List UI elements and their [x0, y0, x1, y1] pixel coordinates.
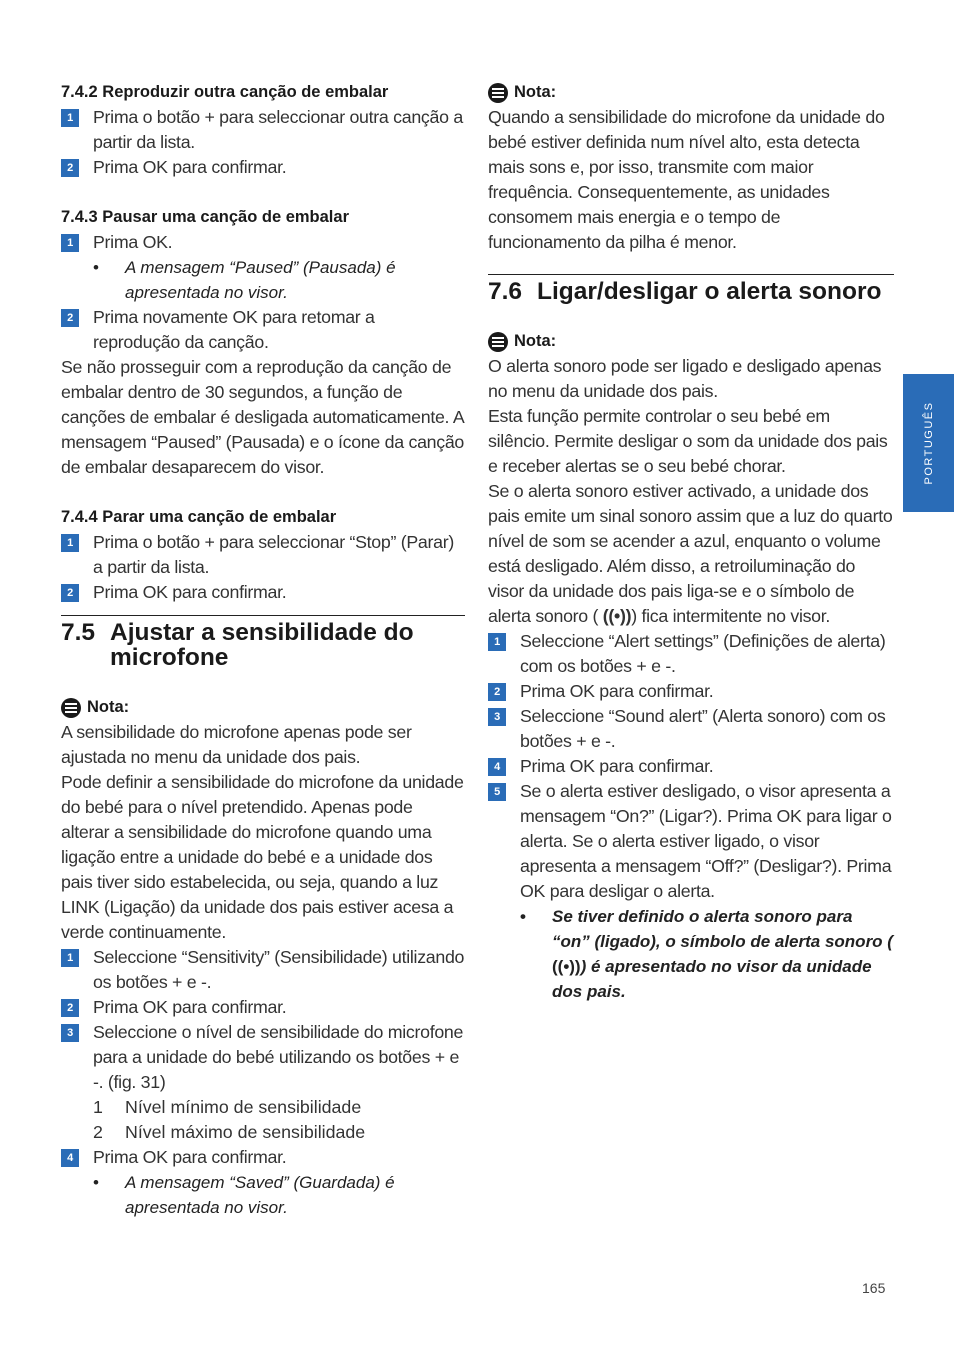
sub-text: Nível máximo de sensibilidade — [125, 1122, 366, 1142]
step-item — [61, 305, 465, 355]
step-text: Prima OK para confirmar. — [520, 756, 714, 776]
heading-7-4-4: 7.4.4 Parar uma canção de embalar — [61, 508, 337, 526]
step-text: Prima OK para confirmar. — [520, 681, 714, 701]
step-text: Seleccione “Alert settings” (Definições de alerta) com os botões + e -. — [520, 631, 886, 676]
step-item — [61, 1145, 465, 1170]
step-item — [488, 754, 894, 779]
step-item — [488, 704, 894, 754]
bullet-text: A mensagem “Paused” (Pausada) é apresentada no visor. — [125, 258, 396, 302]
paragraph-text: Se o alerta sonoro estiver activado, a unidade dos pais emite um sinal sonoro assim que a luz do quarto nível de som se acender a azul, enquanto o volume está desligado. Além disso, a retroiluminação do visor da unidade dos pais liga-se e o símbolo de alerta sonoro ( — [488, 481, 893, 626]
step-number-badge: 1 — [488, 633, 506, 651]
step-text: Prima OK para confirmar. — [93, 582, 287, 602]
section-number: 7.5 — [61, 619, 96, 646]
step-number-badge: 2 — [61, 999, 79, 1017]
note-label: Nota: — [514, 332, 557, 350]
bullet-text — [552, 904, 894, 1004]
step-item — [488, 779, 894, 904]
step-number-badge: 4 — [61, 1149, 79, 1167]
step-number-badge: 2 — [488, 683, 506, 701]
step-number-badge: 1 — [61, 109, 79, 127]
step-item — [61, 580, 465, 605]
language-label: PORTUGUÊS — [922, 401, 935, 485]
paragraph: Se não prosseguir com a reprodução da canção de embalar dentro de 30 segundos, a função de canções de embalar é desligada automaticamente. A mensagem “Paused” (Pausada) e o ícone da canção de embalar desaparecem do visor. — [61, 357, 465, 477]
note-heading — [488, 80, 894, 105]
page-number: 165 — [862, 1280, 886, 1296]
section-title: Ajustar a sensibilidade do microfone — [110, 619, 414, 671]
sound-alert-icon: ((•)) — [552, 957, 581, 976]
step-number-badge: 1 — [61, 949, 79, 967]
paragraph: Quando a sensibilidade do microfone da unidade do bebé estiver definida num nível alto, esta detecta mais sons e, por isso, transmite com maior frequência. Consequentemente, as unidades consomem mais energia e o tempo de funcionamento da pilha é menor. — [488, 107, 885, 252]
right-column — [488, 80, 894, 1004]
section-7-6-heading — [488, 274, 894, 304]
step-text: Prima OK para confirmar. — [93, 1147, 287, 1167]
step-number-badge: 4 — [488, 758, 506, 776]
paragraph — [488, 479, 894, 629]
step-text: Prima OK. — [93, 232, 173, 252]
paragraph-text: ) fica intermitente no visor. — [631, 606, 831, 626]
step-text: Prima o botão + para seleccionar outra canção a partir da lista. — [93, 107, 463, 152]
step-text: Seleccione “Sensitivity” (Sensibilidade) utilizando os botões + e -. — [93, 947, 465, 992]
paragraph: O alerta sonoro pode ser ligado e desligado apenas no menu da unidade dos pais. — [488, 356, 882, 401]
step-text: Se o alerta estiver desligado, o visor apresenta a mensagem “On?” (Ligar?). Prima OK para ligar o alerta. Se o alerta estiver ligado, o visor apresenta a mensagem “Off?” (Desligar?). Prima OK para desligar o alerta. — [520, 781, 892, 901]
section-title: Ligar/desligar o alerta sonoro — [537, 278, 882, 305]
note-label: Nota: — [87, 698, 130, 716]
sub-item — [61, 1095, 465, 1120]
step-number-badge: 2 — [61, 584, 79, 602]
section-7-5-heading — [61, 615, 465, 670]
step-number-badge: 1 — [61, 234, 79, 252]
step-item — [61, 1020, 465, 1095]
step-item — [61, 945, 465, 995]
step-item — [61, 530, 465, 580]
left-column — [61, 80, 465, 1220]
note-icon — [488, 83, 508, 103]
step-item — [488, 629, 894, 679]
step-number-badge: 2 — [61, 309, 79, 327]
section-number: 7.6 — [488, 278, 523, 305]
step-item — [61, 995, 465, 1020]
step-text: Prima o botão + para seleccionar “Stop” (Parar) a partir da lista. — [93, 532, 454, 577]
step-text: Prima OK para confirmar. — [93, 157, 287, 177]
step-number-badge: 1 — [61, 534, 79, 552]
sound-alert-icon: ((•)) — [602, 606, 632, 626]
step-item — [488, 679, 894, 704]
sub-number: 1 — [93, 1097, 103, 1117]
sub-number: 2 — [93, 1122, 103, 1142]
language-side-tab — [903, 374, 954, 512]
step-number-badge: 3 — [61, 1024, 79, 1042]
paragraph: Esta função permite controlar o seu bebé em silêncio. Permite desligar o som da unidade dos pais e receber alertas se o seu bebé chorar. — [488, 406, 888, 476]
sub-item — [61, 1120, 465, 1145]
step-number-badge: 2 — [61, 159, 79, 177]
bullet-text-part: Se tiver definido o alerta sonoro para “on” (ligado), o símbolo de alerta sonoro ( — [552, 907, 893, 951]
note-heading — [61, 695, 465, 720]
note-heading — [488, 329, 894, 354]
note-icon — [61, 698, 81, 718]
bullet-item: • Se tiver definido o alerta sonoro para “on” (ligado), o símbolo de alerta sonoro ( ((•))) é apresentado no visor da unidade dos pais. — [488, 904, 894, 1004]
note-icon — [488, 332, 508, 352]
note-label: Nota: — [514, 83, 557, 101]
paragraph: Pode definir a sensibilidade do microfone da unidade do bebé para o nível pretendido. Apenas pode alterar a sensibilidade do microfone quando uma ligação entre a unidade do bebé e a unidade dos pais tiver sido estabelecida, ou seja, quando a luz LINK (Ligação) da unidade dos pais estiver acesa a verde continuamente. — [61, 772, 464, 942]
step-item — [61, 230, 465, 255]
step-number-badge: 5 — [488, 783, 506, 801]
bullet-text-part: ) é apresentado no visor da unidade dos pais. — [552, 957, 872, 1001]
heading-7-4-2: 7.4.2 Reproduzir outra canção de embalar — [61, 83, 389, 101]
paragraph: A sensibilidade do microfone apenas pode ser ajustada no menu da unidade dos pais. — [61, 722, 412, 767]
bullet-item: • A mensagem “Paused” (Pausada) é apresentada no visor. — [61, 255, 465, 305]
step-text: Seleccione “Sound alert” (Alerta sonoro) com os botões + e -. — [520, 706, 886, 751]
step-item — [61, 105, 465, 155]
heading-7-4-3: 7.4.3 Pausar uma canção de embalar — [61, 208, 349, 226]
step-item — [61, 155, 465, 180]
sub-text: Nível mínimo de sensibilidade — [125, 1097, 362, 1117]
step-text: Prima novamente OK para retomar a reprodução da canção. — [93, 307, 375, 352]
bullet-item: • A mensagem “Saved” (Guardada) é apresentada no visor. — [61, 1170, 465, 1220]
bullet-text: A mensagem “Saved” (Guardada) é apresentada no visor. — [125, 1173, 395, 1217]
step-number-badge: 3 — [488, 708, 506, 726]
step-text: Prima OK para confirmar. — [93, 997, 287, 1017]
step-text: Seleccione o nível de sensibilidade do microfone para a unidade do bebé utilizando os botões + e -. (fig. 31) — [93, 1022, 464, 1092]
